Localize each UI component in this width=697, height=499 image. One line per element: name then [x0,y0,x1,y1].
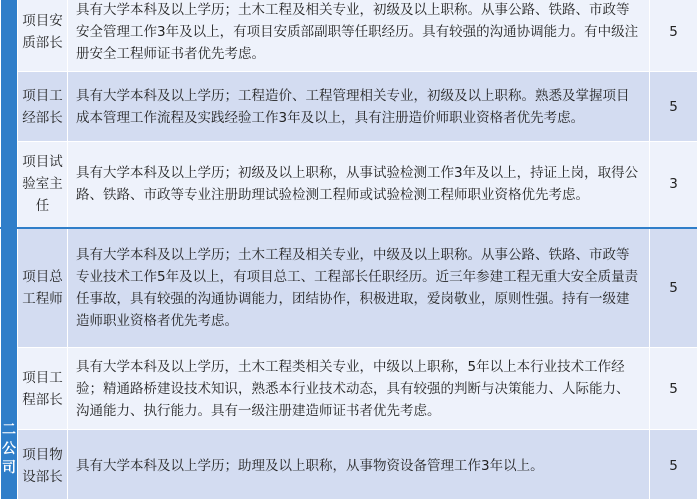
count-cell: 5 [650,0,697,72]
company-cell-previous [1,0,18,228]
requirement-cell: 具有大学本科及以上学历；土木工程及相关专业，中级及以上职称。从事公路、铁路、市政等专业技术工作5年及以上，有项目总工、工程部长任职经历。近三年参建工程无重大安全质量责任事故，具有较强的沟通协调能力，团结协作，积极进取，爱岗敬业，原则性强。持有一级建造师职业资格者优先考虑。 [68,228,650,348]
table-row [1,142,697,228]
count-cell: 3 [650,142,697,228]
position-cell: 项目试验室主任 [18,142,68,228]
position-cell: 项目工经部长 [18,72,68,142]
table-row [1,228,697,348]
count-cell: 5 [650,430,697,499]
company-label: 二公司 [2,422,16,477]
table-row [1,72,697,142]
requirement-cell: 具有大学本科及以上学历；工程造价、工程管理相关专业，初级及以上职称。熟悉及掌握项目成本管理工作流程及实践经验工作3年及以上，具有注册造价师职业资格者优先考虑。 [68,72,650,142]
table-row [1,0,697,72]
company-cell [1,228,18,499]
requirement-cell: 具有大学本科及以上学历，土木工程类相关专业，中级以上职称，5年以上本行业技术工作经验；精通路桥建设技术知识，熟悉本行业技术动态，具有较强的判断与决策能力、人际能力、沟通能力、执行能力。具有一级注册建造师证书者优先考虑。 [68,348,650,430]
requirement-cell: 具有大学本科及以上学历；初级及以上职称，从事试验检测工作3年及以上，持证上岗，取得公路、铁路、市政等专业注册助理试验检测工程师或试验检测工程师职业资格优先考虑。 [68,142,650,228]
count-cell: 5 [650,72,697,142]
count-cell: 5 [650,348,697,430]
position-cell: 项目工程部长 [18,348,68,430]
requirement-cell: 具有大学本科及以上学历；土木工程及相关专业，初级及以上职称。从事公路、铁路、市政等安全管理工作3年及以上，有项目安质部副职等任职经历。具有较强的沟通协调能力。有中级注册安全工程师证书者优先考虑。 [68,0,650,72]
position-cell: 项目物设部长 [18,430,68,499]
position-cell: 项目总工程师 [18,228,68,348]
requirement-cell: 具有大学本科及以上学历；助理及以上职称，从事物资设备管理工作3年以上。 [68,430,650,499]
position-cell: 项目安质部长 [18,0,68,72]
table-row [1,348,697,430]
count-cell: 5 [650,228,697,348]
table-row [1,430,697,499]
